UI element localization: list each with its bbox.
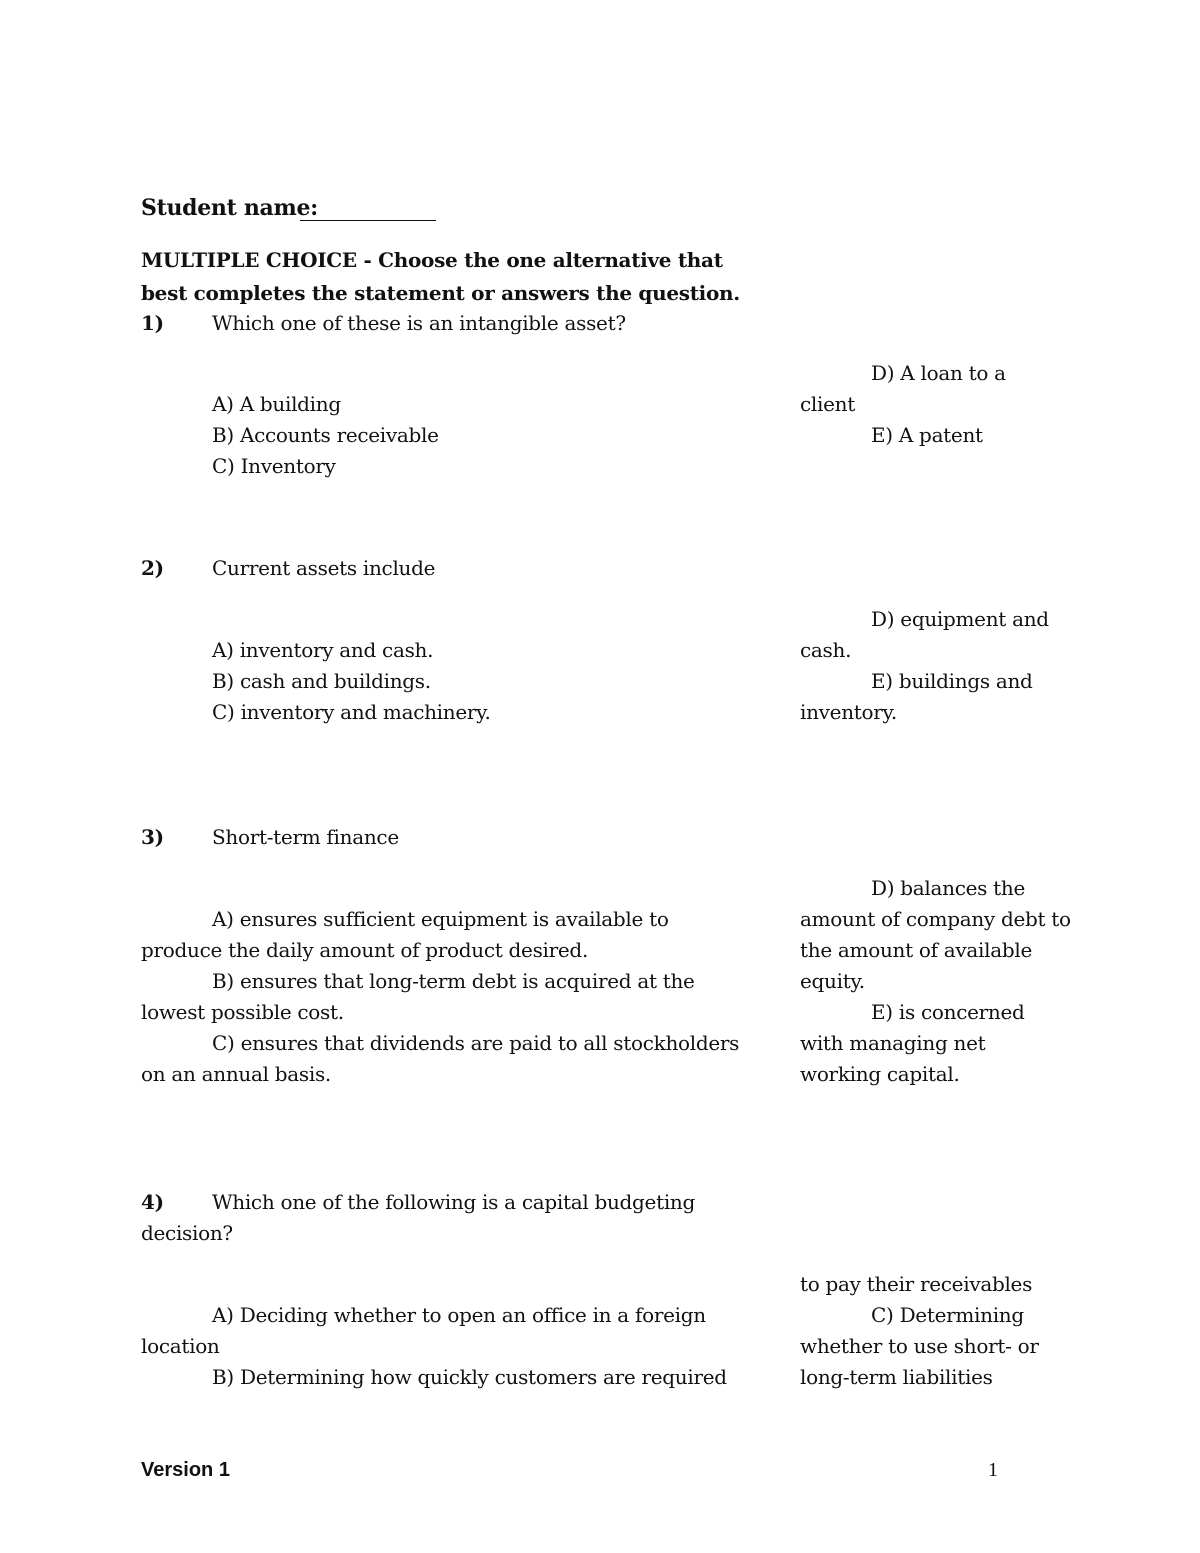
option-b: B) ensures that long-term debt is acquired at the: [212, 969, 695, 993]
option-b-cont: to pay their receivables: [800, 1272, 1033, 1296]
option-e: E) A patent: [871, 423, 983, 447]
option-e-cont: with managing net: [800, 1031, 986, 1055]
option-d: D) balances the: [871, 876, 1026, 900]
option-c: C) Determining: [871, 1303, 1024, 1327]
question-text-cont: decision?: [141, 1221, 233, 1245]
option-d-cont: the amount of available: [800, 938, 1032, 962]
question-number: 1): [141, 311, 164, 335]
question-number: 2): [141, 556, 164, 580]
option-d-cont: equity.: [800, 969, 865, 993]
option-d-cont: cash.: [800, 638, 852, 662]
option-d: D) A loan to a: [871, 361, 1006, 385]
option-e-cont: inventory.: [800, 700, 897, 724]
option-c-cont: whether to use short- or: [800, 1334, 1039, 1358]
instructions-line-2: best completes the statement or answers the question.: [141, 281, 740, 305]
option-c-cont: on an annual basis.: [141, 1062, 331, 1086]
option-e-cont: working capital.: [800, 1062, 960, 1086]
option-c: C) ensures that dividends are paid to all stockholders: [212, 1031, 740, 1055]
instructions-line-1: MULTIPLE CHOICE - Choose the one alternative that: [141, 248, 723, 272]
option-e: E) buildings and: [871, 669, 1033, 693]
option-e: E) is concerned: [871, 1000, 1025, 1024]
question-text: Which one of the following is a capital budgeting: [212, 1190, 696, 1214]
question-text: Short-term finance: [212, 825, 399, 849]
option-b: B) cash and buildings.: [212, 669, 431, 693]
option-a: A) A building: [212, 392, 341, 416]
page-number: 1: [988, 1459, 998, 1481]
option-d: D) equipment and: [871, 607, 1049, 631]
question-text: Current assets include: [212, 556, 436, 580]
option-a-cont: location: [141, 1334, 220, 1358]
question-number: 4): [141, 1190, 164, 1214]
question-number: 3): [141, 825, 164, 849]
student-name-blank[interactable]: [300, 220, 436, 221]
question-text: Which one of these is an intangible asset?: [212, 311, 626, 335]
option-c: C) inventory and machinery.: [212, 700, 491, 724]
option-a: A) inventory and cash.: [212, 638, 434, 662]
option-d-cont: amount of company debt to: [800, 907, 1071, 931]
option-b: B) Accounts receivable: [212, 423, 439, 447]
option-d-cont: client: [800, 392, 855, 416]
version-label: Version 1: [141, 1459, 230, 1481]
option-a: A) ensures sufficient equipment is available to: [212, 907, 669, 931]
option-c-cont: long-term liabilities: [800, 1365, 993, 1389]
option-b: B) Determining how quickly customers are required: [212, 1365, 727, 1389]
option-c: C) Inventory: [212, 454, 336, 478]
option-a: A) Deciding whether to open an office in a foreign: [212, 1303, 706, 1327]
option-a-cont: produce the daily amount of product desired.: [141, 938, 588, 962]
option-b-cont: lowest possible cost.: [141, 1000, 344, 1024]
student-name-label: Student name:: [141, 195, 318, 221]
